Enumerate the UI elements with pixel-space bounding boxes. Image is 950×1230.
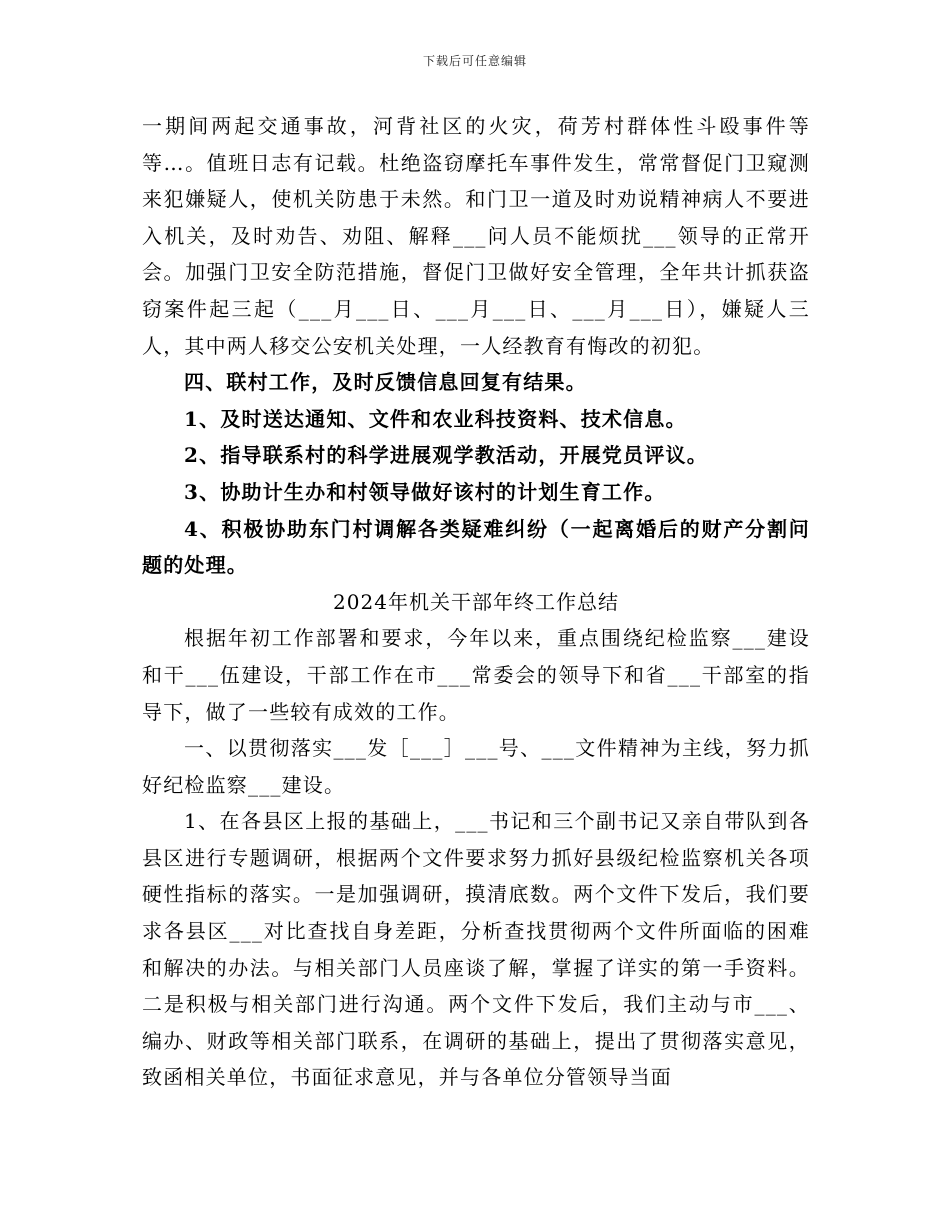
document-title: 2024年机关干部年终工作总结 bbox=[333, 589, 619, 614]
paragraph-intro: 根据年初工作部署和要求，今年以来，重点围绕纪检监察___建设和干___伍建设，干部工作在市___常委会的领导下和省___干部室的指导下，做了一些较有成效的工作。 bbox=[142, 626, 810, 724]
section-heading-implementation: 一、以贯彻落实___发［___］___号、___文件精神为主线，努力抓好纪检监察___建设。 bbox=[142, 736, 810, 797]
list-item-deliver-notices: 1、及时送达通知、文件和农业科技资料、技术信息。 bbox=[184, 406, 687, 431]
page-header: 下载后可任意编辑 bbox=[422, 54, 527, 68]
list-item-mediate-disputes: 4、积极协助东门村调解各类疑难纠纷（一起离婚后的财产分割问题的处理。 bbox=[142, 516, 810, 578]
section-heading-village-liaison: 四、联村工作，及时反馈信息回复有结果。 bbox=[184, 370, 587, 395]
document-body bbox=[142, 108, 810, 1096]
paragraph-security-work: 一期间两起交通事故，河背社区的火灾，荷芳村群体性斗殴事件等等…。值班日志有记载。杜绝盗窃摩托车事件发生，常常督促门卫窥测来犯嫌疑人，使机关防患于未然。和门卫一道及时劝说精神病人不要进入机关，及时劝告、劝阻、解释___问人员不能烦扰___领导的正常开会。加强门卫安全防范措施，督促门卫做好安全管理，全年共计抓获盗窃案件起三起（___月___日、___月___日、___月___日），嫌疑人三人，其中两人移交公安机关处理，一人经教育有悔改的初犯。 bbox=[142, 114, 810, 358]
list-item-family-planning: 3、协助计生办和村领导做好该村的计划生育工作。 bbox=[184, 479, 666, 504]
paragraph-research: 1、在各县区上报的基础上，___书记和三个副书记又亲自带队到各县区进行专题调研，根据两个文件要求努力抓好县级纪检监察机关各项硬性指标的落实。一是加强调研，摸清底数。两个文件下发后，我们要求各县区___对比查找自身差距，分析查找贯彻两个文件所面临的困难和解决的办法。与相关部门人员座谈了解，掌握了详实的第一手资料。二是积极与相关部门进行沟通。两个文件下发后，我们主动与市___、编办、财政等相关部门联系，在调研的基础上，提出了贯彻落实意见，致函相关单位，书面征求意见，并与各单位分管领导当面 bbox=[142, 809, 810, 1090]
list-item-guide-activities: 2、指导联系村的科学进展观学教活动，开展党员评议。 bbox=[184, 443, 708, 468]
